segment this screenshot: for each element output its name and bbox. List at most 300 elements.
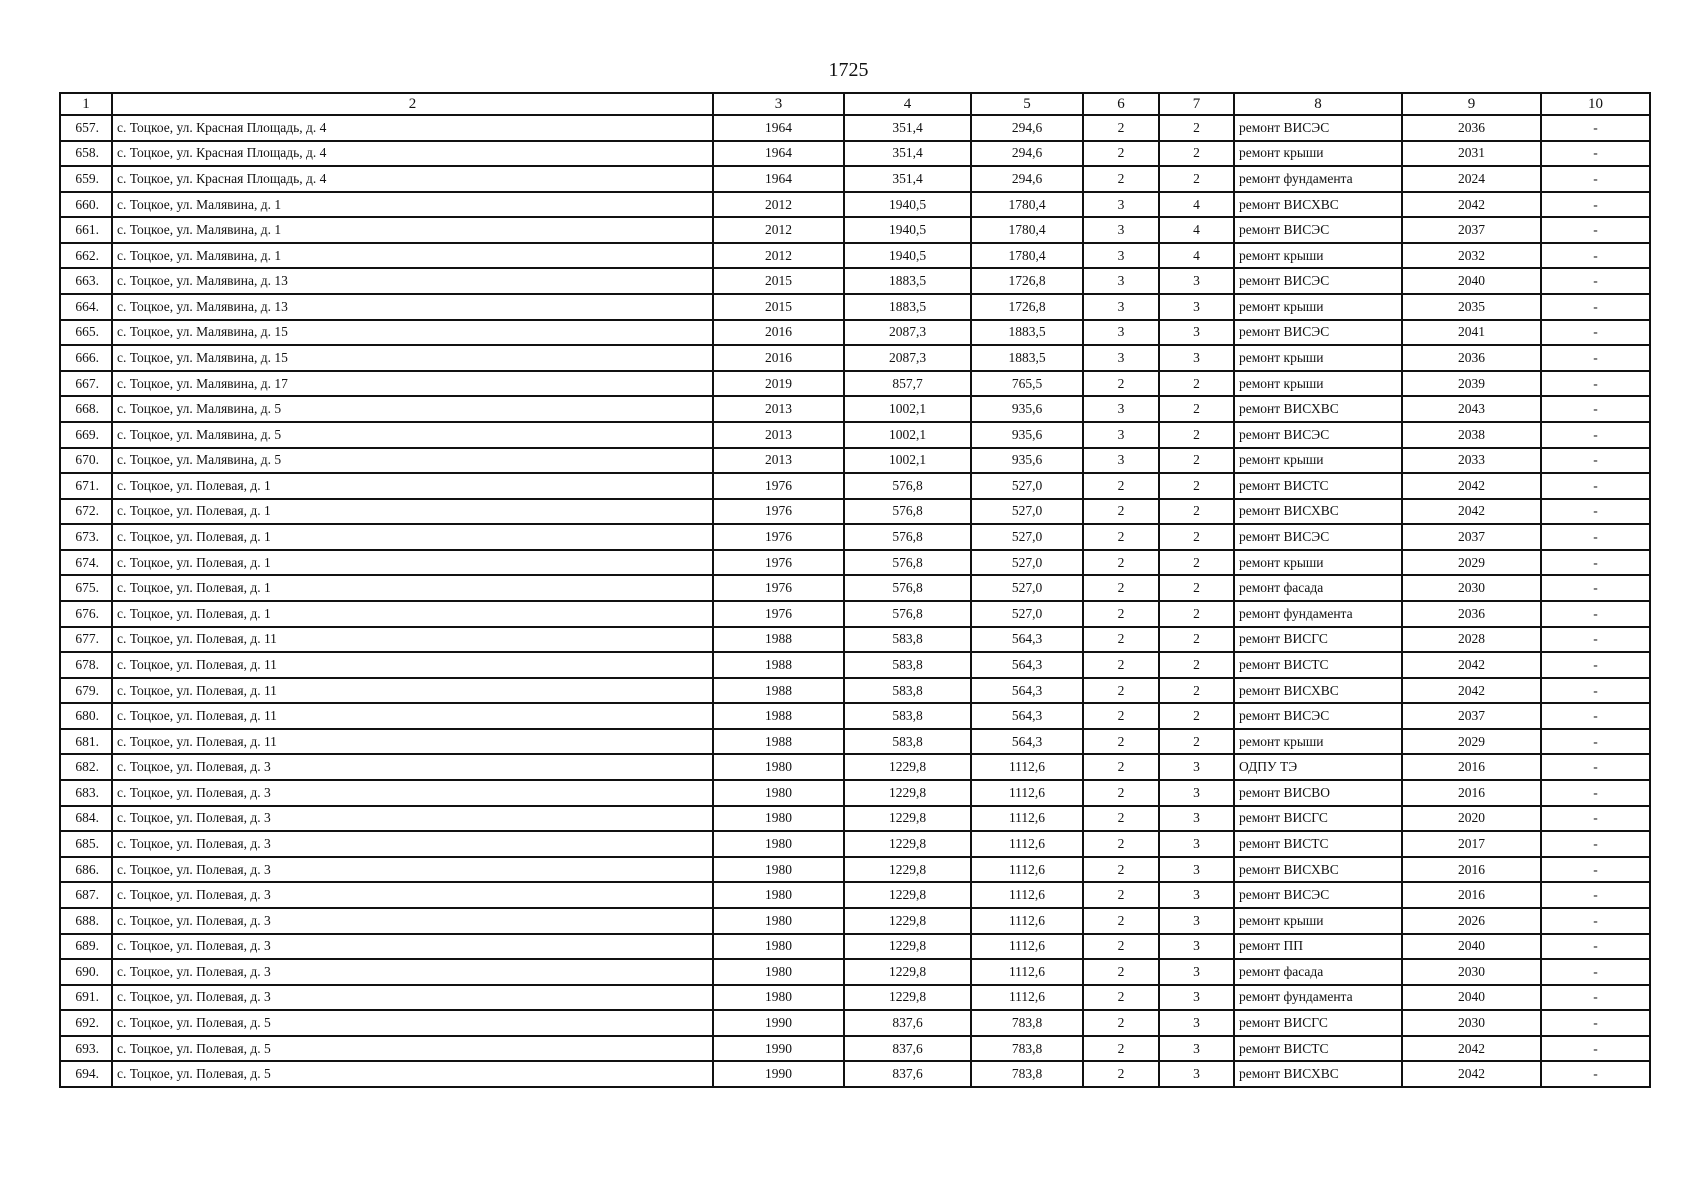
table-header-row	[60, 93, 1650, 115]
column-header: 4	[844, 93, 971, 115]
page-number: 1725	[828, 59, 869, 81]
cell-total-area: 857,7	[844, 371, 971, 397]
cell-floors: 2	[1083, 857, 1159, 883]
cell-entrances: 2	[1159, 575, 1234, 601]
cell-floors: 2	[1083, 908, 1159, 934]
cell-living-area: 1726,8	[971, 268, 1083, 294]
cell-entrances: 4	[1159, 217, 1234, 243]
cell-planned-year: 2016	[1402, 857, 1541, 883]
cell-total-area: 1229,8	[844, 831, 971, 857]
cell-floors: 3	[1083, 192, 1159, 218]
cell-note: -	[1541, 831, 1650, 857]
cell-entrances: 3	[1159, 857, 1234, 883]
cell-work-type: ремонт фундамента	[1234, 601, 1402, 627]
cell-living-area: 1112,6	[971, 806, 1083, 832]
cell-work-type: ремонт ВИСХВС	[1234, 192, 1402, 218]
cell-address: с. Тоцкое, ул. Малявина, д. 15	[112, 345, 713, 371]
cell-row-number: 679.	[60, 678, 112, 704]
cell-row-number: 685.	[60, 831, 112, 857]
cell-address: с. Тоцкое, ул. Малявина, д. 1	[112, 192, 713, 218]
cell-total-area: 1229,8	[844, 780, 971, 806]
cell-total-area: 1229,8	[844, 985, 971, 1011]
cell-work-type: ремонт ВИСЭС	[1234, 320, 1402, 346]
cell-row-number: 675.	[60, 575, 112, 601]
cell-note: -	[1541, 268, 1650, 294]
cell-planned-year: 2029	[1402, 550, 1541, 576]
cell-work-type: ремонт ВИСХВС	[1234, 396, 1402, 422]
cell-row-number: 666.	[60, 345, 112, 371]
table-row	[60, 217, 1650, 243]
cell-note: -	[1541, 729, 1650, 755]
cell-planned-year: 2024	[1402, 166, 1541, 192]
cell-planned-year: 2038	[1402, 422, 1541, 448]
cell-address: с. Тоцкое, ул. Малявина, д. 17	[112, 371, 713, 397]
cell-planned-year: 2042	[1402, 1061, 1541, 1087]
cell-floors: 2	[1083, 652, 1159, 678]
cell-work-type: ремонт ВИСТС	[1234, 1036, 1402, 1062]
cell-floors: 2	[1083, 524, 1159, 550]
cell-work-type: ремонт ВИСЭС	[1234, 882, 1402, 908]
cell-floors: 2	[1083, 575, 1159, 601]
cell-floors: 2	[1083, 754, 1159, 780]
cell-floors: 3	[1083, 422, 1159, 448]
cell-entrances: 4	[1159, 192, 1234, 218]
cell-row-number: 693.	[60, 1036, 112, 1062]
cell-floors: 2	[1083, 550, 1159, 576]
cell-living-area: 1112,6	[971, 754, 1083, 780]
cell-entrances: 3	[1159, 1061, 1234, 1087]
cell-floors: 3	[1083, 448, 1159, 474]
column-header: 9	[1402, 93, 1541, 115]
cell-note: -	[1541, 243, 1650, 269]
cell-entrances: 2	[1159, 524, 1234, 550]
cell-planned-year: 2042	[1402, 678, 1541, 704]
cell-row-number: 670.	[60, 448, 112, 474]
cell-total-area: 1229,8	[844, 959, 971, 985]
cell-address: с. Тоцкое, ул. Красная Площадь, д. 4	[112, 141, 713, 167]
cell-work-type: ремонт крыши	[1234, 729, 1402, 755]
cell-address: с. Тоцкое, ул. Малявина, д. 13	[112, 294, 713, 320]
cell-row-number: 674.	[60, 550, 112, 576]
cell-floors: 3	[1083, 268, 1159, 294]
table-row	[60, 652, 1650, 678]
cell-note: -	[1541, 422, 1650, 448]
cell-living-area: 1780,4	[971, 217, 1083, 243]
cell-planned-year: 2040	[1402, 985, 1541, 1011]
cell-entrances: 3	[1159, 320, 1234, 346]
cell-build-year: 2013	[713, 396, 844, 422]
repair-schedule-table	[59, 92, 1651, 1088]
column-header: 6	[1083, 93, 1159, 115]
cell-note: -	[1541, 294, 1650, 320]
cell-planned-year: 2042	[1402, 473, 1541, 499]
cell-living-area: 1112,6	[971, 882, 1083, 908]
cell-build-year: 2012	[713, 217, 844, 243]
cell-build-year: 1990	[713, 1036, 844, 1062]
cell-planned-year: 2036	[1402, 115, 1541, 141]
cell-living-area: 294,6	[971, 166, 1083, 192]
cell-floors: 2	[1083, 959, 1159, 985]
cell-note: -	[1541, 882, 1650, 908]
cell-work-type: ремонт ВИСГС	[1234, 1010, 1402, 1036]
cell-work-type: ремонт крыши	[1234, 294, 1402, 320]
cell-build-year: 1990	[713, 1010, 844, 1036]
cell-planned-year: 2043	[1402, 396, 1541, 422]
cell-living-area: 1112,6	[971, 908, 1083, 934]
cell-build-year: 1976	[713, 499, 844, 525]
cell-planned-year: 2036	[1402, 601, 1541, 627]
cell-floors: 3	[1083, 243, 1159, 269]
cell-planned-year: 2042	[1402, 1036, 1541, 1062]
table-row	[60, 448, 1650, 474]
cell-living-area: 527,0	[971, 601, 1083, 627]
cell-living-area: 527,0	[971, 473, 1083, 499]
cell-entrances: 2	[1159, 550, 1234, 576]
cell-living-area: 527,0	[971, 524, 1083, 550]
cell-planned-year: 2030	[1402, 959, 1541, 985]
cell-address: с. Тоцкое, ул. Полевая, д. 11	[112, 703, 713, 729]
cell-row-number: 688.	[60, 908, 112, 934]
cell-work-type: ремонт ВИСЭС	[1234, 422, 1402, 448]
cell-planned-year: 2040	[1402, 268, 1541, 294]
cell-row-number: 668.	[60, 396, 112, 422]
table-row	[60, 396, 1650, 422]
cell-floors: 2	[1083, 141, 1159, 167]
cell-note: -	[1541, 524, 1650, 550]
column-header: 3	[713, 93, 844, 115]
cell-note: -	[1541, 371, 1650, 397]
cell-build-year: 1980	[713, 959, 844, 985]
cell-floors: 2	[1083, 473, 1159, 499]
cell-address: с. Тоцкое, ул. Полевая, д. 11	[112, 729, 713, 755]
cell-total-area: 583,8	[844, 703, 971, 729]
cell-planned-year: 2030	[1402, 1010, 1541, 1036]
table-row	[60, 294, 1650, 320]
cell-build-year: 1964	[713, 166, 844, 192]
cell-floors: 2	[1083, 115, 1159, 141]
table-row	[60, 729, 1650, 755]
cell-total-area: 1229,8	[844, 754, 971, 780]
cell-address: с. Тоцкое, ул. Полевая, д. 1	[112, 601, 713, 627]
cell-address: с. Тоцкое, ул. Полевая, д. 3	[112, 806, 713, 832]
cell-note: -	[1541, 703, 1650, 729]
column-header: 10	[1541, 93, 1650, 115]
cell-note: -	[1541, 627, 1650, 653]
cell-entrances: 3	[1159, 268, 1234, 294]
cell-planned-year: 2042	[1402, 499, 1541, 525]
cell-floors: 2	[1083, 1036, 1159, 1062]
cell-floors: 2	[1083, 882, 1159, 908]
cell-build-year: 1976	[713, 524, 844, 550]
cell-work-type: ремонт крыши	[1234, 243, 1402, 269]
cell-note: -	[1541, 166, 1650, 192]
cell-entrances: 2	[1159, 652, 1234, 678]
cell-build-year: 1980	[713, 985, 844, 1011]
cell-address: с. Тоцкое, ул. Полевая, д. 5	[112, 1010, 713, 1036]
cell-entrances: 2	[1159, 499, 1234, 525]
cell-floors: 2	[1083, 678, 1159, 704]
cell-build-year: 2013	[713, 448, 844, 474]
cell-entrances: 3	[1159, 1010, 1234, 1036]
table-row	[60, 320, 1650, 346]
cell-planned-year: 2037	[1402, 217, 1541, 243]
cell-row-number: 659.	[60, 166, 112, 192]
cell-floors: 2	[1083, 1061, 1159, 1087]
cell-living-area: 527,0	[971, 550, 1083, 576]
cell-work-type: ремонт крыши	[1234, 141, 1402, 167]
cell-floors: 2	[1083, 729, 1159, 755]
cell-address: с. Тоцкое, ул. Полевая, д. 3	[112, 882, 713, 908]
column-header: 5	[971, 93, 1083, 115]
cell-living-area: 294,6	[971, 141, 1083, 167]
cell-row-number: 671.	[60, 473, 112, 499]
cell-floors: 2	[1083, 780, 1159, 806]
cell-floors: 3	[1083, 396, 1159, 422]
cell-note: -	[1541, 448, 1650, 474]
cell-planned-year: 2028	[1402, 627, 1541, 653]
table-row	[60, 934, 1650, 960]
cell-address: с. Тоцкое, ул. Полевая, д. 3	[112, 908, 713, 934]
cell-living-area: 527,0	[971, 499, 1083, 525]
cell-floors: 2	[1083, 806, 1159, 832]
cell-total-area: 351,4	[844, 141, 971, 167]
cell-note: -	[1541, 550, 1650, 576]
cell-address: с. Тоцкое, ул. Полевая, д. 3	[112, 985, 713, 1011]
cell-entrances: 2	[1159, 396, 1234, 422]
cell-entrances: 2	[1159, 115, 1234, 141]
cell-address: с. Тоцкое, ул. Полевая, д. 3	[112, 934, 713, 960]
cell-planned-year: 2040	[1402, 934, 1541, 960]
cell-build-year: 2012	[713, 192, 844, 218]
table-row	[60, 1061, 1650, 1087]
cell-build-year: 1976	[713, 473, 844, 499]
cell-note: -	[1541, 652, 1650, 678]
cell-planned-year: 2029	[1402, 729, 1541, 755]
cell-address: с. Тоцкое, ул. Малявина, д. 5	[112, 396, 713, 422]
cell-build-year: 2016	[713, 320, 844, 346]
table-row	[60, 754, 1650, 780]
cell-row-number: 680.	[60, 703, 112, 729]
cell-total-area: 576,8	[844, 499, 971, 525]
cell-address: с. Тоцкое, ул. Полевая, д. 5	[112, 1061, 713, 1087]
cell-floors: 2	[1083, 499, 1159, 525]
cell-entrances: 2	[1159, 601, 1234, 627]
cell-planned-year: 2037	[1402, 524, 1541, 550]
cell-note: -	[1541, 959, 1650, 985]
cell-entrances: 2	[1159, 448, 1234, 474]
cell-note: -	[1541, 857, 1650, 883]
cell-floors: 2	[1083, 934, 1159, 960]
cell-note: -	[1541, 780, 1650, 806]
cell-note: -	[1541, 934, 1650, 960]
cell-living-area: 783,8	[971, 1010, 1083, 1036]
cell-note: -	[1541, 1036, 1650, 1062]
cell-note: -	[1541, 601, 1650, 627]
column-header: 1	[60, 93, 112, 115]
cell-build-year: 1964	[713, 115, 844, 141]
cell-row-number: 692.	[60, 1010, 112, 1036]
cell-living-area: 564,3	[971, 729, 1083, 755]
cell-work-type: ремонт крыши	[1234, 550, 1402, 576]
table-row	[60, 1010, 1650, 1036]
cell-work-type: ремонт ВИСЭС	[1234, 217, 1402, 243]
cell-work-type: ремонт фундамента	[1234, 166, 1402, 192]
cell-work-type: ремонт ВИСХВС	[1234, 499, 1402, 525]
cell-floors: 2	[1083, 601, 1159, 627]
cell-living-area: 1112,6	[971, 780, 1083, 806]
cell-address: с. Тоцкое, ул. Малявина, д. 13	[112, 268, 713, 294]
cell-living-area: 1112,6	[971, 857, 1083, 883]
cell-address: с. Тоцкое, ул. Малявина, д. 5	[112, 448, 713, 474]
cell-address: с. Тоцкое, ул. Полевая, д. 5	[112, 1036, 713, 1062]
cell-planned-year: 2017	[1402, 831, 1541, 857]
cell-total-area: 583,8	[844, 729, 971, 755]
cell-total-area: 1940,5	[844, 217, 971, 243]
cell-floors: 3	[1083, 217, 1159, 243]
table-row	[60, 115, 1650, 141]
cell-planned-year: 2026	[1402, 908, 1541, 934]
cell-build-year: 1980	[713, 908, 844, 934]
cell-living-area: 935,6	[971, 396, 1083, 422]
cell-address: с. Тоцкое, ул. Малявина, д. 5	[112, 422, 713, 448]
cell-total-area: 1229,8	[844, 882, 971, 908]
cell-total-area: 576,8	[844, 550, 971, 576]
cell-address: с. Тоцкое, ул. Малявина, д. 15	[112, 320, 713, 346]
cell-total-area: 1940,5	[844, 192, 971, 218]
cell-note: -	[1541, 1010, 1650, 1036]
cell-floors: 2	[1083, 703, 1159, 729]
cell-row-number: 677.	[60, 627, 112, 653]
cell-total-area: 576,8	[844, 473, 971, 499]
cell-note: -	[1541, 115, 1650, 141]
cell-build-year: 1980	[713, 934, 844, 960]
table-row	[60, 345, 1650, 371]
cell-row-number: 669.	[60, 422, 112, 448]
cell-entrances: 3	[1159, 831, 1234, 857]
cell-work-type: ремонт ВИСГС	[1234, 627, 1402, 653]
table-row	[60, 422, 1650, 448]
cell-total-area: 1229,8	[844, 934, 971, 960]
cell-address: с. Тоцкое, ул. Полевая, д. 1	[112, 499, 713, 525]
cell-note: -	[1541, 985, 1650, 1011]
cell-living-area: 1883,5	[971, 320, 1083, 346]
cell-entrances: 3	[1159, 1036, 1234, 1062]
cell-total-area: 576,8	[844, 575, 971, 601]
cell-total-area: 1002,1	[844, 422, 971, 448]
table-row	[60, 627, 1650, 653]
cell-entrances: 2	[1159, 422, 1234, 448]
cell-address: с. Тоцкое, ул. Полевая, д. 11	[112, 678, 713, 704]
cell-row-number: 672.	[60, 499, 112, 525]
cell-address: с. Тоцкое, ул. Малявина, д. 1	[112, 243, 713, 269]
cell-living-area: 935,6	[971, 448, 1083, 474]
cell-note: -	[1541, 1061, 1650, 1087]
cell-work-type: ремонт ВИСГС	[1234, 806, 1402, 832]
cell-entrances: 3	[1159, 934, 1234, 960]
cell-work-type: ОДПУ ТЭ	[1234, 754, 1402, 780]
cell-build-year: 2016	[713, 345, 844, 371]
cell-living-area: 527,0	[971, 575, 1083, 601]
cell-row-number: 664.	[60, 294, 112, 320]
cell-floors: 2	[1083, 627, 1159, 653]
cell-total-area: 351,4	[844, 115, 971, 141]
cell-planned-year: 2016	[1402, 882, 1541, 908]
cell-total-area: 1229,8	[844, 857, 971, 883]
cell-work-type: ремонт ВИСХВС	[1234, 1061, 1402, 1087]
cell-build-year: 1988	[713, 703, 844, 729]
table-row	[60, 831, 1650, 857]
cell-build-year: 1980	[713, 754, 844, 780]
table-row	[60, 703, 1650, 729]
cell-build-year: 2019	[713, 371, 844, 397]
cell-note: -	[1541, 678, 1650, 704]
cell-address: с. Тоцкое, ул. Полевая, д. 11	[112, 652, 713, 678]
table-row	[60, 243, 1650, 269]
cell-planned-year: 2031	[1402, 141, 1541, 167]
cell-total-area: 1002,1	[844, 396, 971, 422]
cell-note: -	[1541, 754, 1650, 780]
cell-planned-year: 2036	[1402, 345, 1541, 371]
table-row	[60, 473, 1650, 499]
cell-row-number: 657.	[60, 115, 112, 141]
cell-entrances: 3	[1159, 806, 1234, 832]
table-row	[60, 678, 1650, 704]
cell-entrances: 3	[1159, 882, 1234, 908]
cell-living-area: 564,3	[971, 627, 1083, 653]
cell-work-type: ремонт ВИСХВС	[1234, 678, 1402, 704]
column-header: 8	[1234, 93, 1402, 115]
cell-row-number: 683.	[60, 780, 112, 806]
cell-row-number: 678.	[60, 652, 112, 678]
cell-work-type: ремонт фасада	[1234, 575, 1402, 601]
cell-total-area: 837,6	[844, 1061, 971, 1087]
cell-floors: 2	[1083, 371, 1159, 397]
column-header: 7	[1159, 93, 1234, 115]
cell-entrances: 3	[1159, 754, 1234, 780]
cell-planned-year: 2035	[1402, 294, 1541, 320]
cell-note: -	[1541, 575, 1650, 601]
cell-work-type: ремонт ВИСЭС	[1234, 115, 1402, 141]
cell-floors: 2	[1083, 985, 1159, 1011]
cell-work-type: ремонт ВИСВО	[1234, 780, 1402, 806]
cell-build-year: 1988	[713, 652, 844, 678]
cell-entrances: 3	[1159, 294, 1234, 320]
cell-planned-year: 2037	[1402, 703, 1541, 729]
cell-row-number: 658.	[60, 141, 112, 167]
cell-address: с. Тоцкое, ул. Красная Площадь, д. 4	[112, 115, 713, 141]
cell-address: с. Тоцкое, ул. Полевая, д. 3	[112, 754, 713, 780]
cell-note: -	[1541, 499, 1650, 525]
table-row	[60, 575, 1650, 601]
cell-total-area: 837,6	[844, 1010, 971, 1036]
cell-row-number: 691.	[60, 985, 112, 1011]
table-row	[60, 959, 1650, 985]
cell-note: -	[1541, 345, 1650, 371]
cell-row-number: 676.	[60, 601, 112, 627]
cell-floors: 2	[1083, 1010, 1159, 1036]
cell-living-area: 1112,6	[971, 831, 1083, 857]
cell-address: с. Тоцкое, ул. Полевая, д. 3	[112, 857, 713, 883]
cell-row-number: 673.	[60, 524, 112, 550]
cell-entrances: 3	[1159, 908, 1234, 934]
cell-work-type: ремонт фундамента	[1234, 985, 1402, 1011]
cell-work-type: ремонт крыши	[1234, 448, 1402, 474]
cell-total-area: 576,8	[844, 524, 971, 550]
cell-entrances: 2	[1159, 627, 1234, 653]
table-row	[60, 882, 1650, 908]
cell-entrances: 4	[1159, 243, 1234, 269]
cell-total-area: 576,8	[844, 601, 971, 627]
